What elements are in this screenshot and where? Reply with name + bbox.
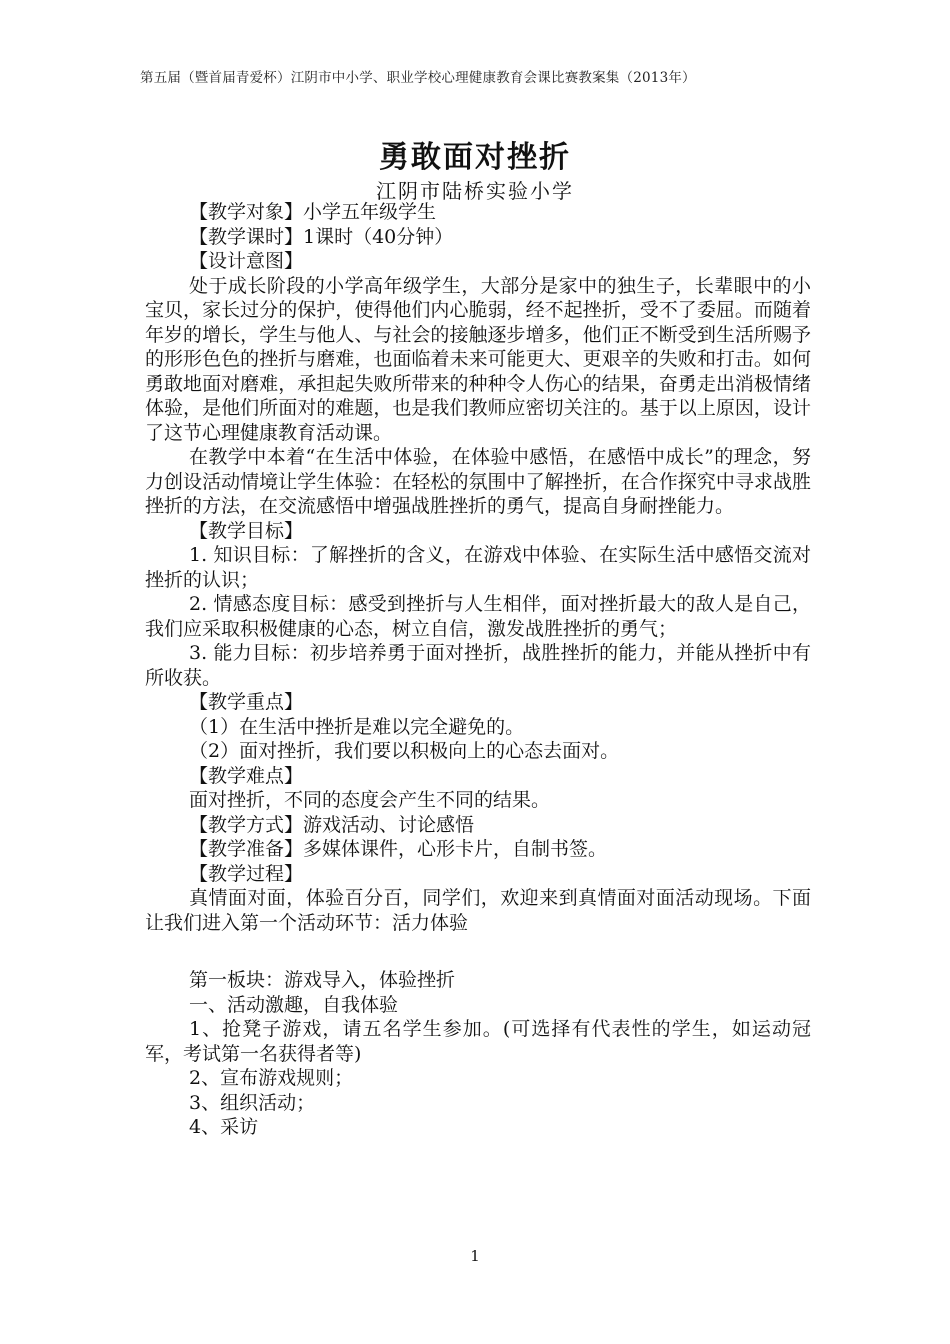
field-target: 【教学对象】小学五年级学生 xyxy=(189,201,437,223)
key-point-1: （1）在生活中挫折是难以完全避免的。 xyxy=(189,715,525,738)
step-4: 4、采访 xyxy=(189,1116,259,1138)
process-heading: 【教学过程】 xyxy=(189,862,304,885)
goal-knowledge: 1. 知识目标：了解挫折的含义，在游戏中体验、在实际生活中感悟交流对挫折的认识； xyxy=(145,544,811,591)
step-2: 2、宣布游戏规则； xyxy=(189,1067,354,1089)
goal-emotion: 2. 情感态度目标：感受到挫折与人生相伴，面对挫折最大的敌人是自己，我们应采取积极健康的心态，树立自信，激发战胜挫折的勇气； xyxy=(145,593,811,640)
document-title: 勇敢面对挫折 xyxy=(379,140,571,175)
intent-paragraph-2: 在教学中本着“在生活中体验，在体验中感悟，在感悟中成长”的理念，努力创设活动情境让学生体验：在轻松的氛围中了解挫折，在合作探究中寻求战胜挫折的方法，在交流感悟中增强战胜挫折的勇气，提高自身耐挫能力。 xyxy=(145,446,811,517)
key-points-heading: 【教学重点】 xyxy=(189,691,304,713)
teaching-prep: 【教学准备】多媒体课件，心形卡片，自制书签。 xyxy=(189,838,608,860)
field-hours: 【教学课时】1课时（40分钟） xyxy=(189,225,454,248)
key-point-2: （2）面对挫折，我们要以积极向上的心态去面对。 xyxy=(189,740,620,762)
section-subtitle: 一、活动激趣，自我体验 xyxy=(189,993,399,1016)
spacer xyxy=(145,935,811,968)
document-body xyxy=(145,200,811,1140)
teaching-method: 【教学方式】游戏活动、讨论感悟 xyxy=(189,813,475,836)
school-name: 江阴市陆桥实验小学 xyxy=(376,179,574,203)
step-3: 3、组织活动； xyxy=(189,1091,316,1114)
goals-heading: 【教学目标】 xyxy=(189,519,304,542)
difficulty-text: 面对挫折，不同的态度会产生不同的结果。 xyxy=(189,789,551,811)
page-header: 第五届（暨首届青爱杯）江阴市中小学、职业学校心理健康教育会课比赛教案集（2013年） xyxy=(140,70,696,86)
intent-paragraph-1: 处于成长阶段的小学高年级学生，大部分是家中的独生子，长辈眼中的小宝贝，家长过分的保护，使得他们内心脆弱，经不起挫折，受不了委屈。而随着年岁的增长，学生与他人、与社会的接触逐步增多，他们正不断受到生活所赐予的形形色色的挫折与磨难，也面临着未来可能更大、更艰辛的失败和打击。如何勇敢地面对磨难，承担起失败所带来的种种令人伤心的结果，奋勇走出消极情绪体验，是他们所面对的难题，也是我们教师应密切关注的。基于以上原因，设计了这节心理健康教育活动课。 xyxy=(145,274,811,444)
section-title: 第一板块：游戏导入，体验挫折 xyxy=(189,969,456,991)
intent-heading: 【设计意图】 xyxy=(189,250,304,272)
step-1: 1、抢凳子游戏，请五名学生参加。(可选择有代表性的学生，如运动冠军，考试第一名获得者等) xyxy=(145,1018,811,1065)
difficulty-heading: 【教学难点】 xyxy=(189,764,304,787)
process-intro: 真情面对面，体验百分百，同学们，欢迎来到真情面对面活动现场。下面让我们进入第一个活动环节：活力体验 xyxy=(145,887,811,934)
goal-ability: 3. 能力目标：初步培养勇于面对挫折，战胜挫折的能力，并能从挫折中有所收获。 xyxy=(145,642,811,689)
page-number: 1 xyxy=(470,1247,480,1265)
